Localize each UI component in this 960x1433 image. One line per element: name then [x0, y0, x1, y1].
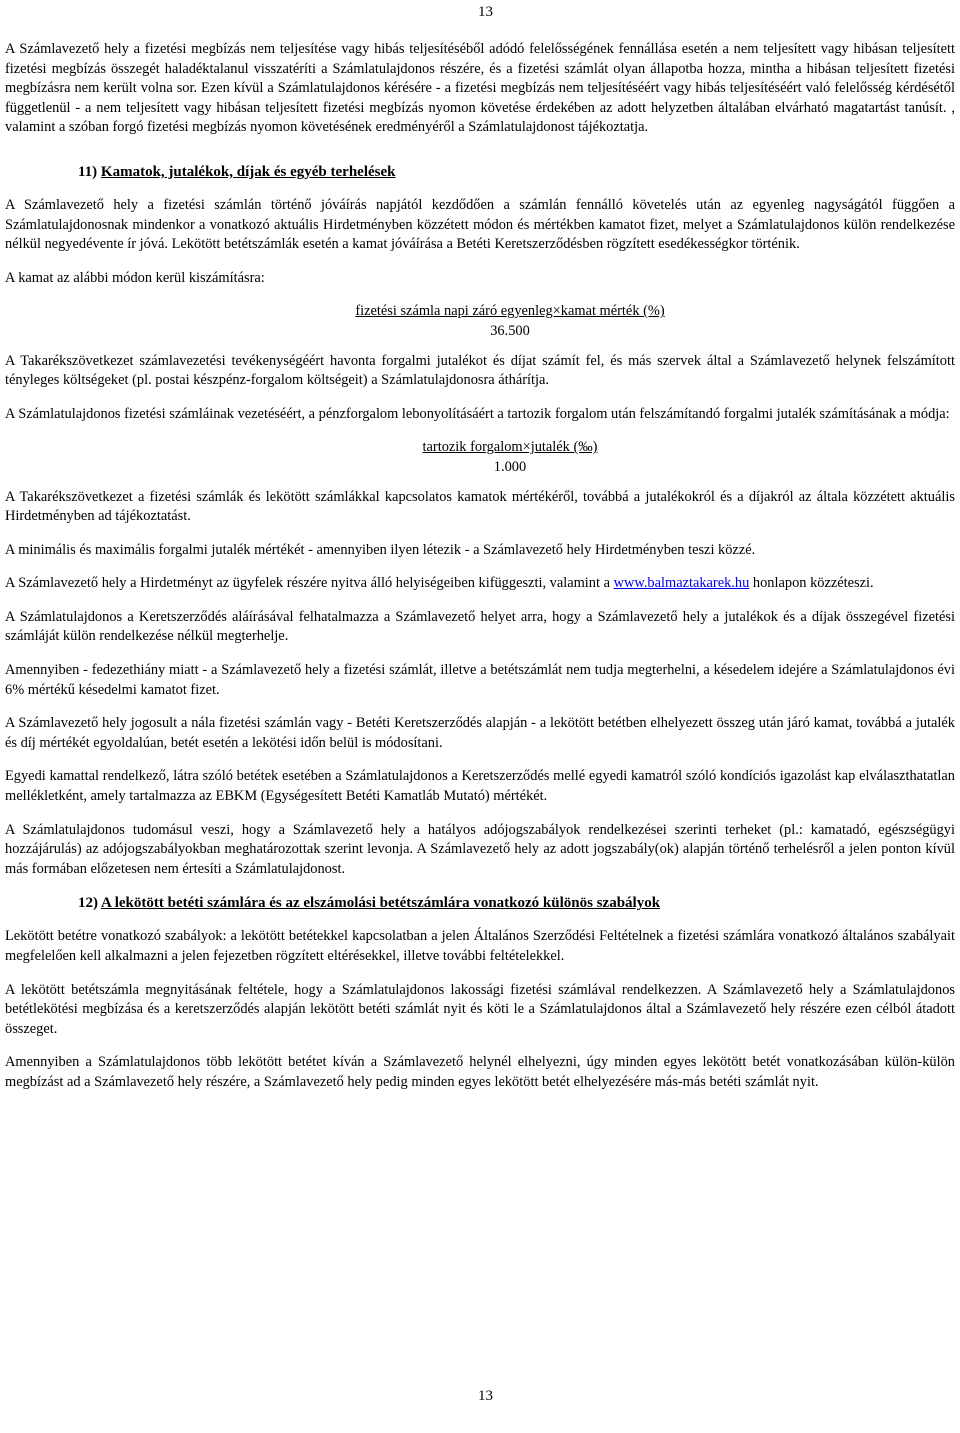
paragraph: A Számlavezető hely a fizetési megbízás nem teljesítése vagy hibás teljesítéséből adódó felelősségének fennállása esetén a nem teljesített vagy hibásan teljesített fizetési megbízás összegét haladéktalanul visszatéríti a Számlatulajdonos részére, és a fizetési számlát olyan állapotba hozza, mintha a hibásan teljesített fizetési megbízásra nem került volna sor. Ezen kívül a Számlatulajdonos kérésére - a fizetési megbízás nem teljesítéséért vagy hibás teljesítéséért való felelősség kérdésétől függetlenül - a nem teljesített vagy hibásan teljesített fizetési megbízás nyomon követése érdekében az adott helyzetben általában elvárható magatartást tanúsít. , valamint a szóban forgó fizetési megbízás nyomon követésének eredményéről a Számlatulajdonost tájékoztatja.	[5, 41, 955, 136]
formula-denominator: 1.000	[493, 458, 527, 475]
paragraph: A minimális és maximális forgalmi jutalék mértékét - amennyiben ilyen létezik - a Számlavezető hely Hirdetményben teszi közzé.	[5, 541, 756, 558]
formula-denominator: 36.500	[490, 322, 530, 339]
section-number: 11)	[78, 163, 98, 180]
formula-numerator: tartozik forgalom×jutalék (‰)	[422, 439, 598, 456]
paragraph	[5, 574, 955, 594]
commission-formula	[5, 438, 955, 477]
interest-formula	[5, 302, 955, 341]
page-number-bottom: 13	[478, 1388, 493, 1404]
section-heading-12	[5, 893, 955, 913]
text-run: A Számlavezető hely a Hirdetményt az ügyfelek részére nyitva álló helyiségeiben kifüggeszti, valamint a	[5, 575, 614, 592]
paragraph: A Számlatulajdonos fizetési számláinak vezetéséért, a pénzforgalom lebonyolításáért a tartozik forgalom után felszámítandó forgalmi jutalék számításának a módja:	[5, 405, 950, 422]
section-title: A lekötött betéti számlára és az elszámolási betétszámlára vonatkozó különös szabályok	[100, 895, 661, 912]
page-content	[5, 40, 955, 1093]
website-link[interactable]: www.balmaztakarek.hu	[613, 575, 750, 592]
section-number: 12)	[78, 895, 98, 912]
page-number-top: 13	[478, 4, 493, 20]
paragraph: Amennyiben a Számlatulajdonos több lekötött betétet kíván a Számlavezető helynél elhelyezni, úgy minden egyes lekötött betét vonatkozásában külön-külön megbízást ad a Számlavezető hely részére, a Számlavezető hely pedig minden egyes lekötött betét elhelyezésére más-más betéti számlát nyit.	[5, 1054, 955, 1090]
paragraph: A Számlavezető hely a fizetési számlán történő jóváírás napjától kezdődően a számlán fennálló követelés után az egyenleg nagyságától függően a Számlatulajdonosnak mindenkor a vonatkozó aktuális Hirdetményben közzétett módon és mértékben kamatot fizet, melyet a Számlatulajdonos külön rendelkezése nélkül negyedévente ír jóvá. Lekötött betétszámlák esetén a kamat jóváírása a Betéti Keretszerződésben rögzített esedékességkor történik.	[5, 196, 955, 253]
text-run: honlapon közzéteszi.	[749, 575, 874, 592]
paragraph: A lekötött betétszámla megnyitásának feltétele, hogy a Számlatulajdonos lakossági fizetési számlával rendelkezzen. A Számlavezető hely a Számlatulajdonos betétlekötési megbízása és a keretszerződés alapján lekötött betéti számlát nyit és köti le a Számlatulajdonos által a Számlavezető hely részére ezen célból átadott összeget.	[5, 981, 955, 1037]
section-title: Kamatok, jutalékok, díjak és egyéb terhelések	[100, 163, 396, 180]
paragraph: Egyedi kamattal rendelkező, látra szóló betétek esetében a Számlatulajdonos a Keretszerződés mellé egyedi kamatról szóló kondíciós igazolást kap elválaszthatatlan mellékletként, amely tartalmazza az EBKM (Egységesített Betéti Kamatláb Mutató) mértékét.	[5, 768, 955, 805]
paragraph: A Számlatulajdonos a Keretszerződés aláírásával felhatalmazza a Számlavezető helyet arra, hogy a Számlavezető hely a jutalékok és a díjak összegével fizetési számláját külön rendelkezése nélkül megterhelje.	[5, 608, 955, 645]
formula-numerator: fizetési számla napi záró egyenleg×kamat mérték (%)	[355, 303, 665, 320]
paragraph: A kamat az alábbi módon kerül kiszámításra:	[5, 269, 265, 286]
paragraph: Amennyiben - fedezethiány miatt - a Számlavezető hely a fizetési számlát, illetve a betétszámlát nem tudja megterhelni, a késedelem idejére a Számlatulajdonos évi 6% mértékű késedelmi kamatot fizet.	[5, 662, 955, 698]
section-heading-11	[5, 162, 955, 182]
paragraph: A Takarékszövetkezet számlavezetési tevékenységéért havonta forgalmi jutalékot és díjat számít fel, és más szervek által a Számlavezető helynek felszámított tényleges költségeket (pl. postai készpénz-forgalom költségeit) a Számlatulajdonosra áthárítja.	[5, 352, 955, 389]
paragraph: A Takarékszövetkezet a fizetési számlák és lekötött számlákkal kapcsolatos kamatok mértékéről, továbbá a jutalékokról és a díjakról az általa közzétett aktuális Hirdetményben ad tájékoztatást.	[5, 488, 955, 525]
paragraph: A Számlavezető hely jogosult a nála fizetési számlán vagy - Betéti Keretszerződés alapján - a lekötött betétben elhelyezett összeg után járó kamat, továbbá a jutalék és díj mértékét egyoldalúan, betét esetén a lekötési időn belül is módosítani.	[5, 715, 955, 751]
paragraph: Lekötött betétre vonatkozó szabályok: a lekötött betétekkel kapcsolatban a jelen Általános Szerződési Feltételnek a fizetési számlára vonatkozó általános szabályait megfelelően kell alkalmazni a jelen fejezetben rögzített eltérésekkel, illetve további feltételekkel.	[5, 928, 955, 964]
paragraph: A Számlatulajdonos tudomásul veszi, hogy a Számlavezető hely a hatályos adójogszabályok rendelkezései szerinti terheket (pl.: kamatadó, egészségügyi hozzájárulás) az adójogszabályokban meghatározottak szerint levonja. A Számlavezető hely az adott jogszabály(ok) alapján történő terhelésről a jelen ponton kívül más formában előzetesen nem értesíti a Számlatulajdonost.	[5, 821, 955, 877]
